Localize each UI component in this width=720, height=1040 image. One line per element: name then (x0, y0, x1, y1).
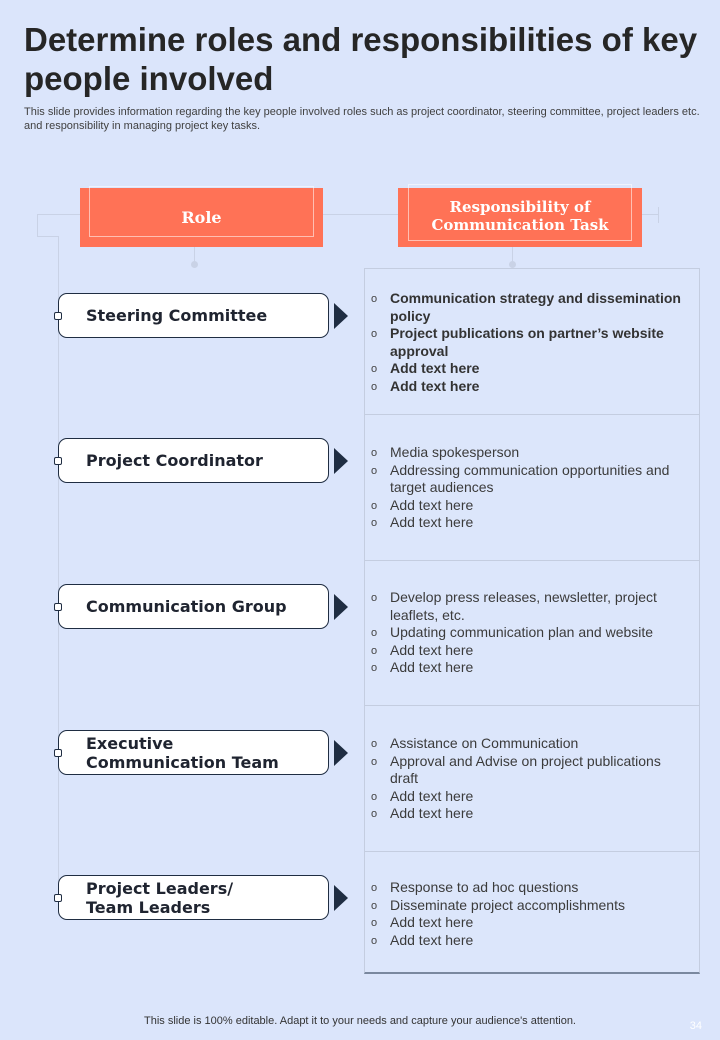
role-label: Communication Group (86, 597, 287, 616)
task-item: o Media spokesperson (371, 444, 689, 462)
task-list-project-leaders (371, 879, 689, 949)
role-header-label: Role (181, 208, 222, 227)
arrow-icon (334, 594, 348, 620)
page-subtitle: This slide provides information regarding the key people involved roles such as project coordinator, steering committee, project leaders etc. and responsibility in managing project key tasks. (24, 106, 700, 132)
task-item: o Add text here (371, 805, 689, 823)
arrow-icon (334, 448, 348, 474)
role-header-dot (191, 261, 198, 268)
connector-node (54, 894, 62, 902)
page-title: Determine roles and responsibilities of key people involved (24, 21, 698, 97)
arrow-icon (334, 303, 348, 329)
row-divider (365, 705, 699, 706)
responsibility-header-stem (512, 247, 513, 262)
bullet-icon: o (371, 808, 378, 821)
page-number: 34 (689, 1020, 702, 1032)
bullet-icon: o (371, 380, 378, 393)
bullet-icon: o (371, 592, 378, 604)
connector-top-stub (37, 236, 58, 237)
role-box-steering-committee (58, 293, 329, 338)
role-box-project-leaders (58, 875, 329, 920)
role-label: Project Leaders/ Team Leaders (86, 878, 234, 917)
task-item: o Approval and Advise on project publications draft (371, 752, 661, 787)
task-item: o Add text here (371, 360, 689, 378)
bullet-icon: o (371, 738, 378, 750)
bullet-icon: o (371, 934, 378, 947)
task-list-executive-communication-team (371, 735, 689, 823)
bullet-icon: o (371, 627, 378, 640)
row-divider (365, 851, 699, 852)
footer-note: This slide is 100% editable. Adapt it to your needs and capture your audience's attention. (144, 1015, 576, 1027)
connector-node (54, 457, 62, 465)
task-item: o Add text here (371, 642, 689, 660)
task-item: o Develop press releases, newsletter, project leaflets, etc. (371, 589, 657, 623)
bullet-icon: o (371, 755, 378, 768)
bullet-icon: o (371, 662, 378, 675)
task-list-communication-group (371, 589, 689, 677)
task-item: o Add text here (371, 497, 689, 515)
role-label: Steering Committee (86, 306, 268, 325)
bullet-icon: o (371, 917, 378, 930)
bullet-icon: o (371, 293, 378, 305)
bullet-icon: o (371, 517, 378, 530)
task-list-steering-committee (371, 290, 689, 396)
responsibility-header (398, 188, 642, 247)
responsibility-header-dot (509, 261, 516, 268)
row-divider (365, 560, 699, 561)
task-item: o Add text here (371, 914, 689, 932)
role-box-communication-group (58, 584, 329, 629)
task-item: o Add text here (371, 659, 689, 677)
bullet-icon: o (371, 644, 378, 657)
responsibility-header-label: Responsibility of Communication Task (431, 197, 609, 234)
task-item: o Disseminate project accomplishments (371, 897, 689, 915)
role-label: Executive Communication Team (86, 733, 279, 772)
row-divider (365, 414, 699, 415)
connector-right-end (658, 207, 659, 223)
bullet-icon: o (371, 899, 378, 912)
bullet-icon: o (371, 464, 378, 477)
role-label: Project Coordinator (86, 451, 263, 470)
task-item: o Addressing communication opportunities and target audiences (371, 461, 670, 496)
task-item: o Assistance on Communication (371, 735, 689, 753)
arrow-icon (334, 740, 348, 766)
task-item: o Response to ad hoc questions (371, 879, 689, 897)
connector-node (54, 749, 62, 757)
bullet-icon: o (371, 328, 378, 341)
task-item: o Add text here (371, 514, 689, 532)
role-header-frame (89, 186, 314, 237)
task-item: o Add text here (371, 378, 689, 396)
arrow-icon (334, 885, 348, 911)
task-item: o Add text here (371, 932, 689, 950)
task-item: o Add text here (371, 788, 689, 806)
role-header (80, 188, 323, 247)
task-item: o Updating communication plan and website (371, 624, 689, 642)
task-list-project-coordinator (371, 444, 689, 532)
task-item: o Communication strategy and dissemination policy (371, 290, 681, 324)
bullet-icon: o (371, 363, 378, 376)
bullet-icon: o (371, 882, 378, 894)
role-header-stem (194, 247, 195, 262)
connector-left-spine (58, 236, 59, 899)
role-box-executive-communication-team (58, 730, 329, 775)
role-box-project-coordinator (58, 438, 329, 483)
connector-node (54, 603, 62, 611)
connector-node (54, 312, 62, 320)
bullet-icon: o (371, 447, 378, 459)
connector-top-left-drop (37, 214, 38, 236)
task-item: o Project publications on partner’s website approval (371, 325, 664, 359)
bullet-icon: o (371, 499, 378, 512)
bullet-icon: o (371, 790, 378, 803)
